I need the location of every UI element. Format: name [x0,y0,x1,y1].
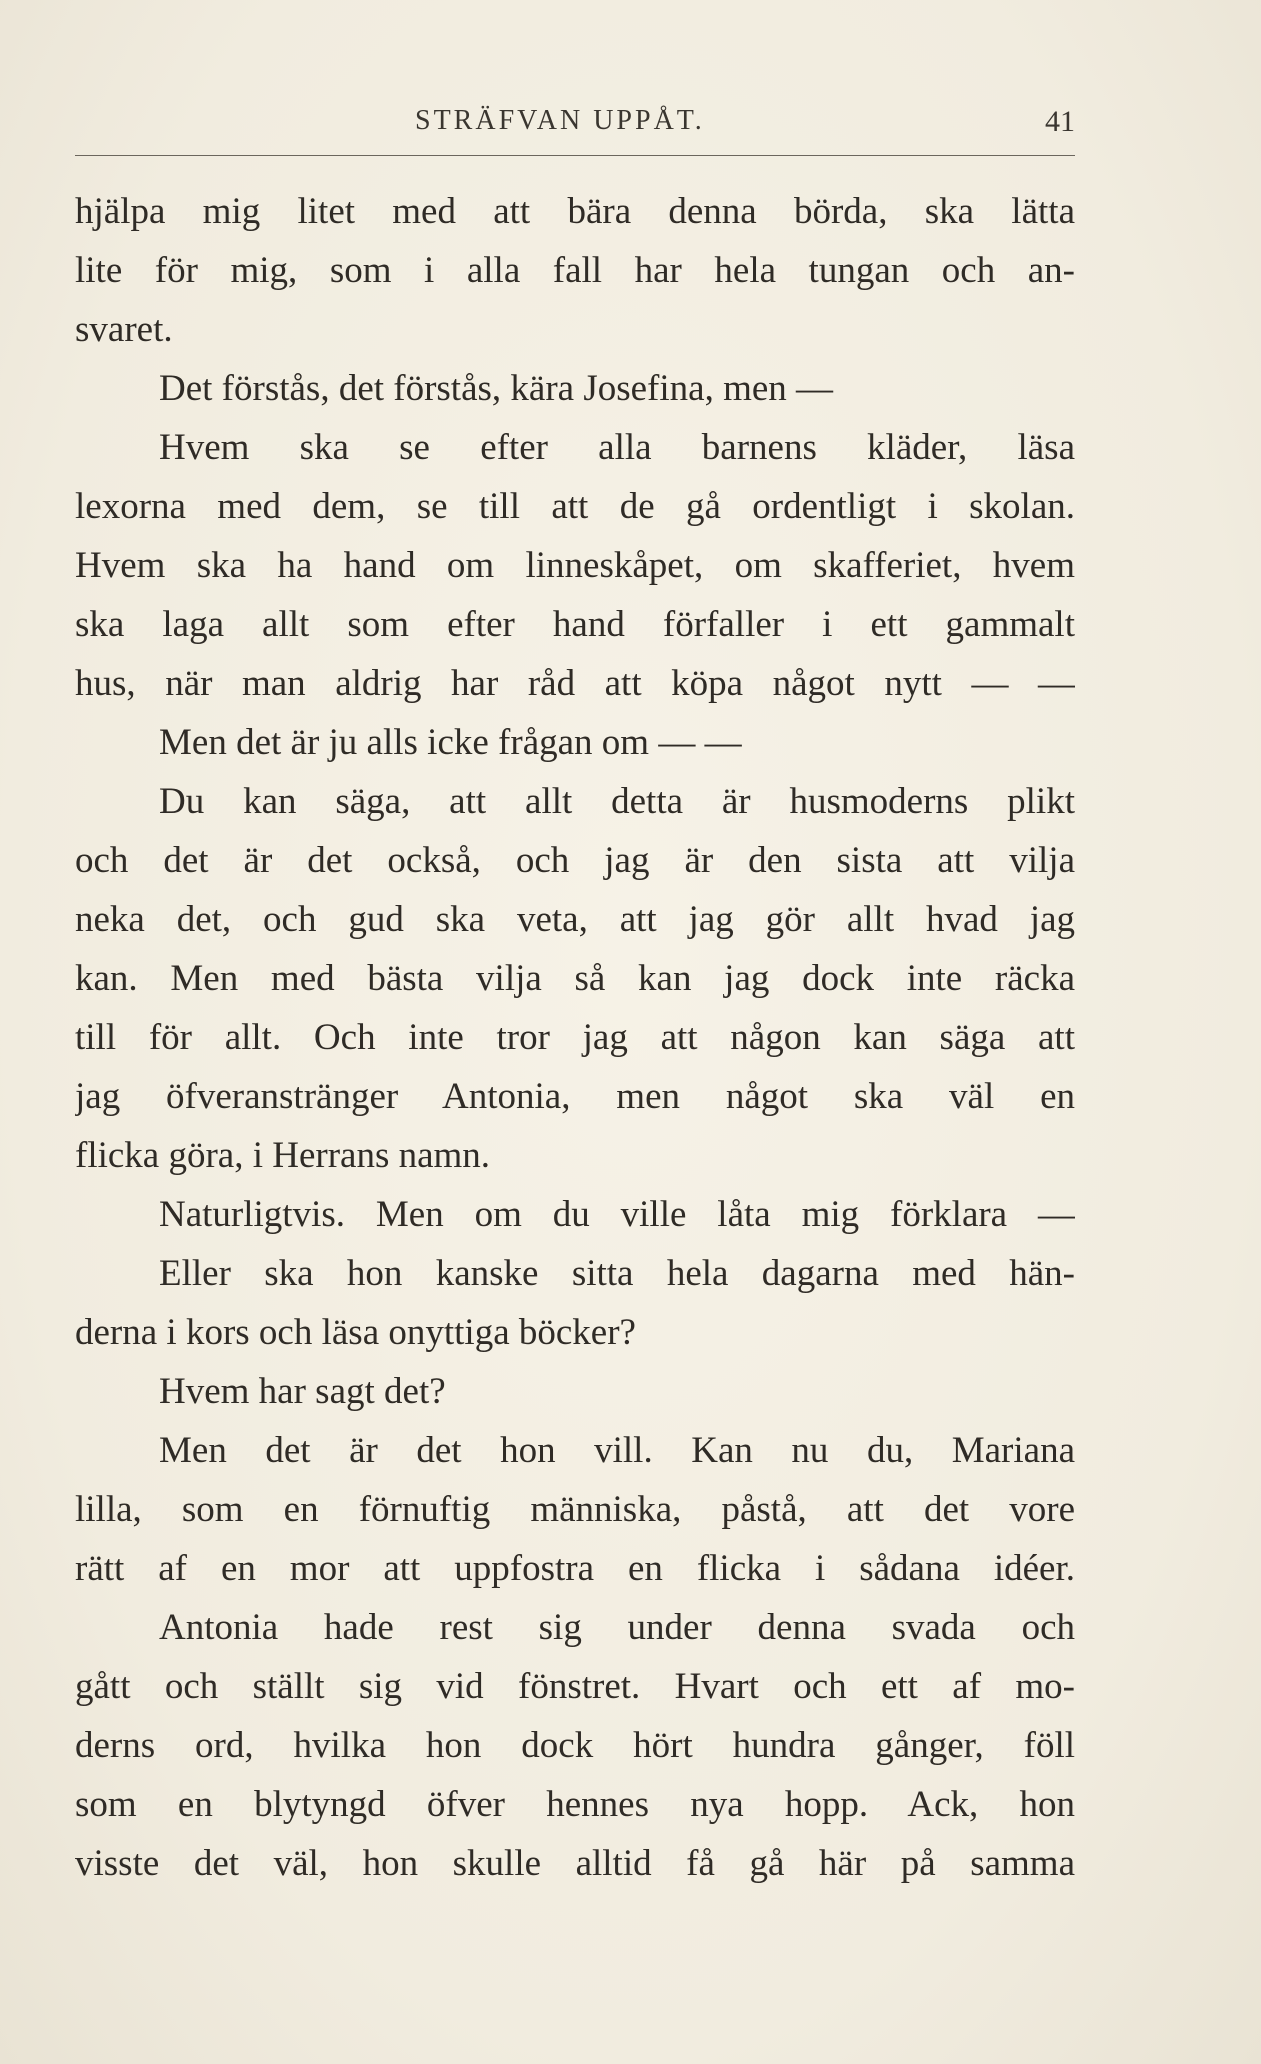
text-line: hus, när man aldrig har råd att köpa något nytt — — [75,663,1075,704]
text-line: Men det är ju alls icke frågan om — — [159,722,742,763]
text-line: och det är det också, och jag är den sista att vilja [75,840,1075,881]
text-line: Men det är det hon vill. Kan nu du, Mariana [159,1430,1075,1471]
text-line: neka det, och gud ska veta, att jag gör allt hvad jag [75,899,1075,940]
header-rule [75,155,1075,156]
text-line: Naturligtvis. Men om du ville låta mig förklara — [159,1194,1075,1235]
text-line: Du kan säga, att allt detta är husmoderns plikt [159,781,1075,822]
text-line: Hvem har sagt det? [159,1371,446,1412]
text-line: som en blytyngd öfver hennes nya hopp. Ack, hon [75,1784,1075,1825]
text-line: jag öfveranstränger Antonia, men något ska väl en [75,1076,1075,1117]
page-number: 41 [1045,105,1075,138]
text-line: flicka göra, i Herrans namn. [75,1135,491,1176]
text-line: lite för mig, som i alla fall har hela tungan och an- [75,250,1075,291]
text-line: svaret. [75,309,173,350]
text-line: Hvem ska ha hand om linneskåpet, om skafferiet, hvem [75,545,1075,586]
text-line: Det förstås, det förstås, kära Josefina, men — [159,368,834,409]
text-line: Eller ska hon kanske sitta hela dagarna med hän- [159,1253,1075,1294]
text-line: rätt af en mor att uppfostra en flicka i sådana idéer. [75,1548,1075,1589]
text-line: lexorna med dem, se till att de gå ordentligt i skolan. [75,486,1075,527]
text-line: ska laga allt som efter hand förfaller i ett gammalt [75,604,1075,645]
text-line: till för allt. Och inte tror jag att någon kan säga att [75,1017,1075,1058]
text-line: kan. Men med bästa vilja så kan jag dock inte räcka [75,958,1075,999]
text-line: Antonia hade rest sig under denna svada och [159,1607,1075,1648]
running-title: STRÄFVAN UPPÅT. [415,105,705,136]
text-line: lilla, som en förnuftig människa, påstå, att det vore [75,1489,1075,1530]
text-line: gått och ställt sig vid fönstret. Hvart och ett af mo- [75,1666,1075,1707]
body-text [75,182,1075,1893]
page-header [75,105,1075,153]
text-line: derns ord, hvilka hon dock hört hundra gånger, föll [75,1725,1075,1766]
text-line: hjälpa mig litet med att bära denna börda, ska lätta [75,191,1075,232]
text-line: visste det väl, hon skulle alltid få gå här på samma [75,1843,1075,1884]
text-line: Hvem ska se efter alla barnens kläder, läsa [159,427,1075,468]
text-line: derna i kors och läsa onyttiga böcker? [75,1312,636,1353]
